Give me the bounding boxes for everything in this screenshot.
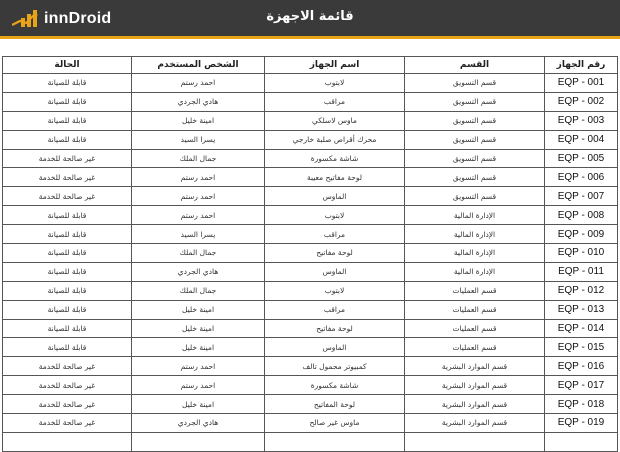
device-id-cell: EQP - 013 bbox=[545, 300, 618, 319]
table-row bbox=[3, 376, 618, 395]
device-id-cell: EQP - 009 bbox=[545, 225, 618, 244]
user-cell bbox=[132, 432, 265, 451]
device-name-cell: الماوس bbox=[265, 338, 405, 357]
user-cell: جمال الملك bbox=[132, 149, 265, 168]
device-name-cell: لوحة المفاتيح bbox=[265, 395, 405, 414]
user-cell: امينة خليل bbox=[132, 300, 265, 319]
device-name-cell: ماوس لاسلكي bbox=[265, 111, 405, 130]
device-name-cell: لابتوب bbox=[265, 206, 405, 225]
device-name-cell: كمبيوتر محمول تالف bbox=[265, 357, 405, 376]
user-cell: احمد رستم bbox=[132, 168, 265, 187]
user-cell: جمال الملك bbox=[132, 244, 265, 263]
status-cell: قابلة للصيانة bbox=[3, 262, 132, 281]
status-cell: قابلة للصيانة bbox=[3, 206, 132, 225]
department-cell: قسم العمليات bbox=[405, 319, 545, 338]
department-cell: قسم التسويق bbox=[405, 187, 545, 206]
table-row bbox=[3, 414, 618, 433]
device-name-cell: ماوس غير صالح bbox=[265, 414, 405, 433]
device-name-cell: لوحة مفاتيح معيبة bbox=[265, 168, 405, 187]
department-cell: الإدارة المالية bbox=[405, 262, 545, 281]
status-cell bbox=[3, 432, 132, 451]
status-cell: غير صالحة للخدمة bbox=[3, 414, 132, 433]
user-cell: امينة خليل bbox=[132, 111, 265, 130]
status-cell: غير صالحة للخدمة bbox=[3, 395, 132, 414]
table-row bbox=[3, 357, 618, 376]
user-cell: يسرا السيد bbox=[132, 130, 265, 149]
table-row bbox=[3, 432, 618, 451]
table-row bbox=[3, 262, 618, 281]
device-id-cell: EQP - 011 bbox=[545, 262, 618, 281]
department-cell: قسم العمليات bbox=[405, 300, 545, 319]
device-name-cell: لوحة مفاتيح bbox=[265, 244, 405, 263]
department-cell: قسم التسويق bbox=[405, 92, 545, 111]
devices-table bbox=[2, 56, 618, 452]
device-name-cell: مراقب bbox=[265, 92, 405, 111]
department-cell: الإدارة المالية bbox=[405, 225, 545, 244]
user-cell: يسرا السيد bbox=[132, 225, 265, 244]
department-cell: قسم العمليات bbox=[405, 281, 545, 300]
status-cell: قابلة للصيانة bbox=[3, 111, 132, 130]
header-bar bbox=[0, 0, 620, 39]
device-id-cell: EQP - 003 bbox=[545, 111, 618, 130]
device-id-cell: EQP - 008 bbox=[545, 206, 618, 225]
table-row bbox=[3, 338, 618, 357]
department-cell: قسم التسويق bbox=[405, 130, 545, 149]
table-row bbox=[3, 206, 618, 225]
user-cell: هادي الجردي bbox=[132, 414, 265, 433]
user-cell: امينة خليل bbox=[132, 338, 265, 357]
status-cell: قابلة للصيانة bbox=[3, 74, 132, 93]
status-cell: قابلة للصيانة bbox=[3, 92, 132, 111]
device-name-cell: لابتوب bbox=[265, 281, 405, 300]
device-id-cell bbox=[545, 432, 618, 451]
device-name-cell: محرك أقراص صلبة خارجي bbox=[265, 130, 405, 149]
user-cell: هادي الجردي bbox=[132, 262, 265, 281]
status-cell: قابلة للصيانة bbox=[3, 338, 132, 357]
device-name-cell: مراقب bbox=[265, 300, 405, 319]
status-cell: غير صالحة للخدمة bbox=[3, 357, 132, 376]
table-row bbox=[3, 130, 618, 149]
table-row bbox=[3, 149, 618, 168]
department-cell: قسم الموارد البشرية bbox=[405, 414, 545, 433]
status-cell: قابلة للصيانة bbox=[3, 244, 132, 263]
table-row bbox=[3, 187, 618, 206]
column-header-department: القسم bbox=[405, 57, 545, 74]
device-id-cell: EQP - 002 bbox=[545, 92, 618, 111]
status-cell: غير صالحة للخدمة bbox=[3, 168, 132, 187]
device-id-cell: EQP - 019 bbox=[545, 414, 618, 433]
department-cell: الإدارة المالية bbox=[405, 244, 545, 263]
logo-text: innDroid bbox=[44, 10, 112, 27]
status-cell: غير صالحة للخدمة bbox=[3, 187, 132, 206]
device-id-cell: EQP - 004 bbox=[545, 130, 618, 149]
department-cell: قسم التسويق bbox=[405, 111, 545, 130]
user-cell: امينة خليل bbox=[132, 319, 265, 338]
column-header-status: الحالة bbox=[3, 57, 132, 74]
device-name-cell: شاشة مكسورة bbox=[265, 149, 405, 168]
table-row bbox=[3, 168, 618, 187]
status-cell: قابلة للصيانة bbox=[3, 281, 132, 300]
table-row bbox=[3, 395, 618, 414]
table-row bbox=[3, 225, 618, 244]
department-cell: قسم الموارد البشرية bbox=[405, 395, 545, 414]
device-id-cell: EQP - 016 bbox=[545, 357, 618, 376]
device-name-cell: الماوس bbox=[265, 262, 405, 281]
user-cell: احمد رستم bbox=[132, 187, 265, 206]
device-id-cell: EQP - 006 bbox=[545, 168, 618, 187]
user-cell: احمد رستم bbox=[132, 376, 265, 395]
table-row bbox=[3, 74, 618, 93]
status-cell: قابلة للصيانة bbox=[3, 319, 132, 338]
table-row bbox=[3, 300, 618, 319]
department-cell: قسم الموارد البشرية bbox=[405, 357, 545, 376]
page-title: قائمة الاجهزة bbox=[266, 9, 354, 24]
table-row bbox=[3, 281, 618, 300]
table-row bbox=[3, 244, 618, 263]
device-name-cell: مراقب bbox=[265, 225, 405, 244]
user-cell: احمد رستم bbox=[132, 74, 265, 93]
user-cell: هادي الجردي bbox=[132, 92, 265, 111]
department-cell: قسم التسويق bbox=[405, 168, 545, 187]
column-header-device-name: اسم الجهاز bbox=[265, 57, 405, 74]
user-cell: احمد رستم bbox=[132, 357, 265, 376]
department-cell: قسم التسويق bbox=[405, 149, 545, 168]
table-row bbox=[3, 111, 618, 130]
device-id-cell: EQP - 012 bbox=[545, 281, 618, 300]
status-cell: قابلة للصيانة bbox=[3, 225, 132, 244]
status-cell: قابلة للصيانة bbox=[3, 300, 132, 319]
department-cell: قسم الموارد البشرية bbox=[405, 376, 545, 395]
column-header-device-id: رقم الجهاز bbox=[545, 57, 618, 74]
device-id-cell: EQP - 001 bbox=[545, 74, 618, 93]
device-name-cell: لابتوب bbox=[265, 74, 405, 93]
user-cell: امينة خليل bbox=[132, 395, 265, 414]
department-cell: قسم العمليات bbox=[405, 338, 545, 357]
device-id-cell: EQP - 007 bbox=[545, 187, 618, 206]
device-name-cell: شاشة مكسورة bbox=[265, 376, 405, 395]
table-row bbox=[3, 92, 618, 111]
status-cell: غير صالحة للخدمة bbox=[3, 376, 132, 395]
device-name-cell: لوحة مفاتيح bbox=[265, 319, 405, 338]
device-id-cell: EQP - 017 bbox=[545, 376, 618, 395]
department-cell: قسم التسويق bbox=[405, 74, 545, 93]
device-name-cell bbox=[265, 432, 405, 451]
table-row bbox=[3, 319, 618, 338]
user-cell: احمد رستم bbox=[132, 206, 265, 225]
device-id-cell: EQP - 018 bbox=[545, 395, 618, 414]
device-id-cell: EQP - 014 bbox=[545, 319, 618, 338]
user-cell: جمال الملك bbox=[132, 281, 265, 300]
table-header-row bbox=[3, 57, 618, 74]
devices-table-wrapper bbox=[2, 56, 617, 452]
status-cell: قابلة للصيانة bbox=[3, 130, 132, 149]
device-id-cell: EQP - 010 bbox=[545, 244, 618, 263]
department-cell: الإدارة المالية bbox=[405, 206, 545, 225]
column-header-user: الشخص المستخدم bbox=[132, 57, 265, 74]
device-id-cell: EQP - 005 bbox=[545, 149, 618, 168]
status-cell: غير صالحة للخدمة bbox=[3, 149, 132, 168]
device-id-cell: EQP - 015 bbox=[545, 338, 618, 357]
device-name-cell: الماوس bbox=[265, 187, 405, 206]
department-cell bbox=[405, 432, 545, 451]
